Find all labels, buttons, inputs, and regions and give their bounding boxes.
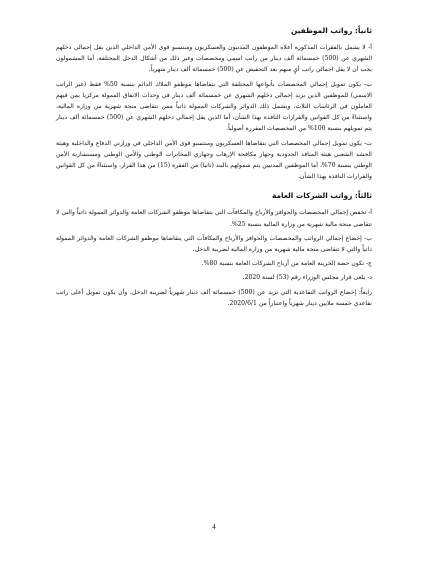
page-number: 4 (212, 523, 216, 531)
section-heading-employee-salaries: ثانياً: رواتب الموظفين (290, 26, 372, 35)
paragraph-3b: ب- إخضاع إجمالي الرواتب والمخصصات والحوافز والأرباح والمكافآت التي يتقاضاها موظفو الشركات العامة والدوائر الممولة ذاتياً والتي لا تتقاضى منحة مالية شهرية من وزارة المالية لضريبة الدخل. (56, 234, 372, 254)
paragraph-2b: ب- يكون تمويل إجمالي المخصصات بأنواعها المختلفة التي يتقاضاها موظفو الملاك الدائم بنسبة 50% فقط (غير الراتب الاسمي) للموظفين الذين يزيد إجمالي دخلهم الشهري عن خمسمائة ألف دينار في وحدات الانفاق الممولة مركزيا بمن فيهم العاملون في الرئاسات الثلاث، ويشمل ذلك الدوائر والشركات الممولة ذاتياً ممن تتقاضى منحة شهرية من وزارة المالية، واستثناءً من كل القوانين والقرارات النافذة بهذا الشأن، أما الذين يقل إجمالي دخلهم الشهري عن (500) خمسمائة ألف دينار يتم تمويلهم بنسبة 100% من المخصصات المقررة أصولياً. (56, 80, 372, 133)
section-heading-public-companies: ثالثاً: رواتب الشركات العامة (271, 191, 372, 201)
paragraph-3a: أ- تخفض إجمالي المخصصات والحوافز والأرباح والمكافآت التي يتقاضاها موظفو الشركات العامة والدوائر الممولة ذاتياً والتي لا تتقاضى منحة مالية شهرية من وزارة المالية بنسبة 25%. (56, 209, 372, 228)
paragraph-3c: ج- تكون حصة الخزينة العامة من أرباح الشركات العامة بنسبة 80%. (201, 260, 372, 268)
paragraph-2c: ت- يكون تمويل إجمالي المخصصات التي يتقاضاها العسكريون ومنتسبو قوى الأمن الداخلي في وزارتي الدفاع والداخلية وهيئة الحشد الشعبي هيئة المنافذ الحدودية وجهاز مكافحة الإرهاب وجهازي المخابرات الوطني والأمن الوطني ومستشارية الأمن الوطني بنسبة 70%، أما الموظفين المدنيين يتم شمولهم بالبند (ثانيا) من الفقرة (15) من هذا القرار، واستثناءً من كل القوانين والقرارات النافذة بهذا الشأن. (56, 139, 373, 181)
paragraph-4-pensions: رابعاً: إخضاع الرواتب التقاعدية التي تزيد عن (500) خمسمائة ألف دينار شهرياً لضريبة الدخل، وأن يكون تمويل أعلى راتب تقاعدي خمسة ملايين دينار شهرياً واعتباراً من 2020/6/1. (56, 288, 372, 307)
paragraph-3d: د- يلغى قرار مجلس الوزراء رقم (53) لسنة 2020. (242, 274, 372, 282)
paragraph-2a: أ- لا يشمل بالفقرات المذكورة أعلاه الموظفون المدنيون والعسكريون ومنتسبو قوى الأمن الداخلي الذين يقل إجمالي دخلهم الشهري عن (500) خمسمائة ألف دينار من راتب اسمي ومخصصات وغير ذلك من أشكال الدخل المختلفة، أما المشمولون يجب أن لا يقل اجمالي راتب أيٍ منهم بعد التخفيض عن (500) خمسمائة ألف دينار شهرياً. (56, 44, 373, 74)
